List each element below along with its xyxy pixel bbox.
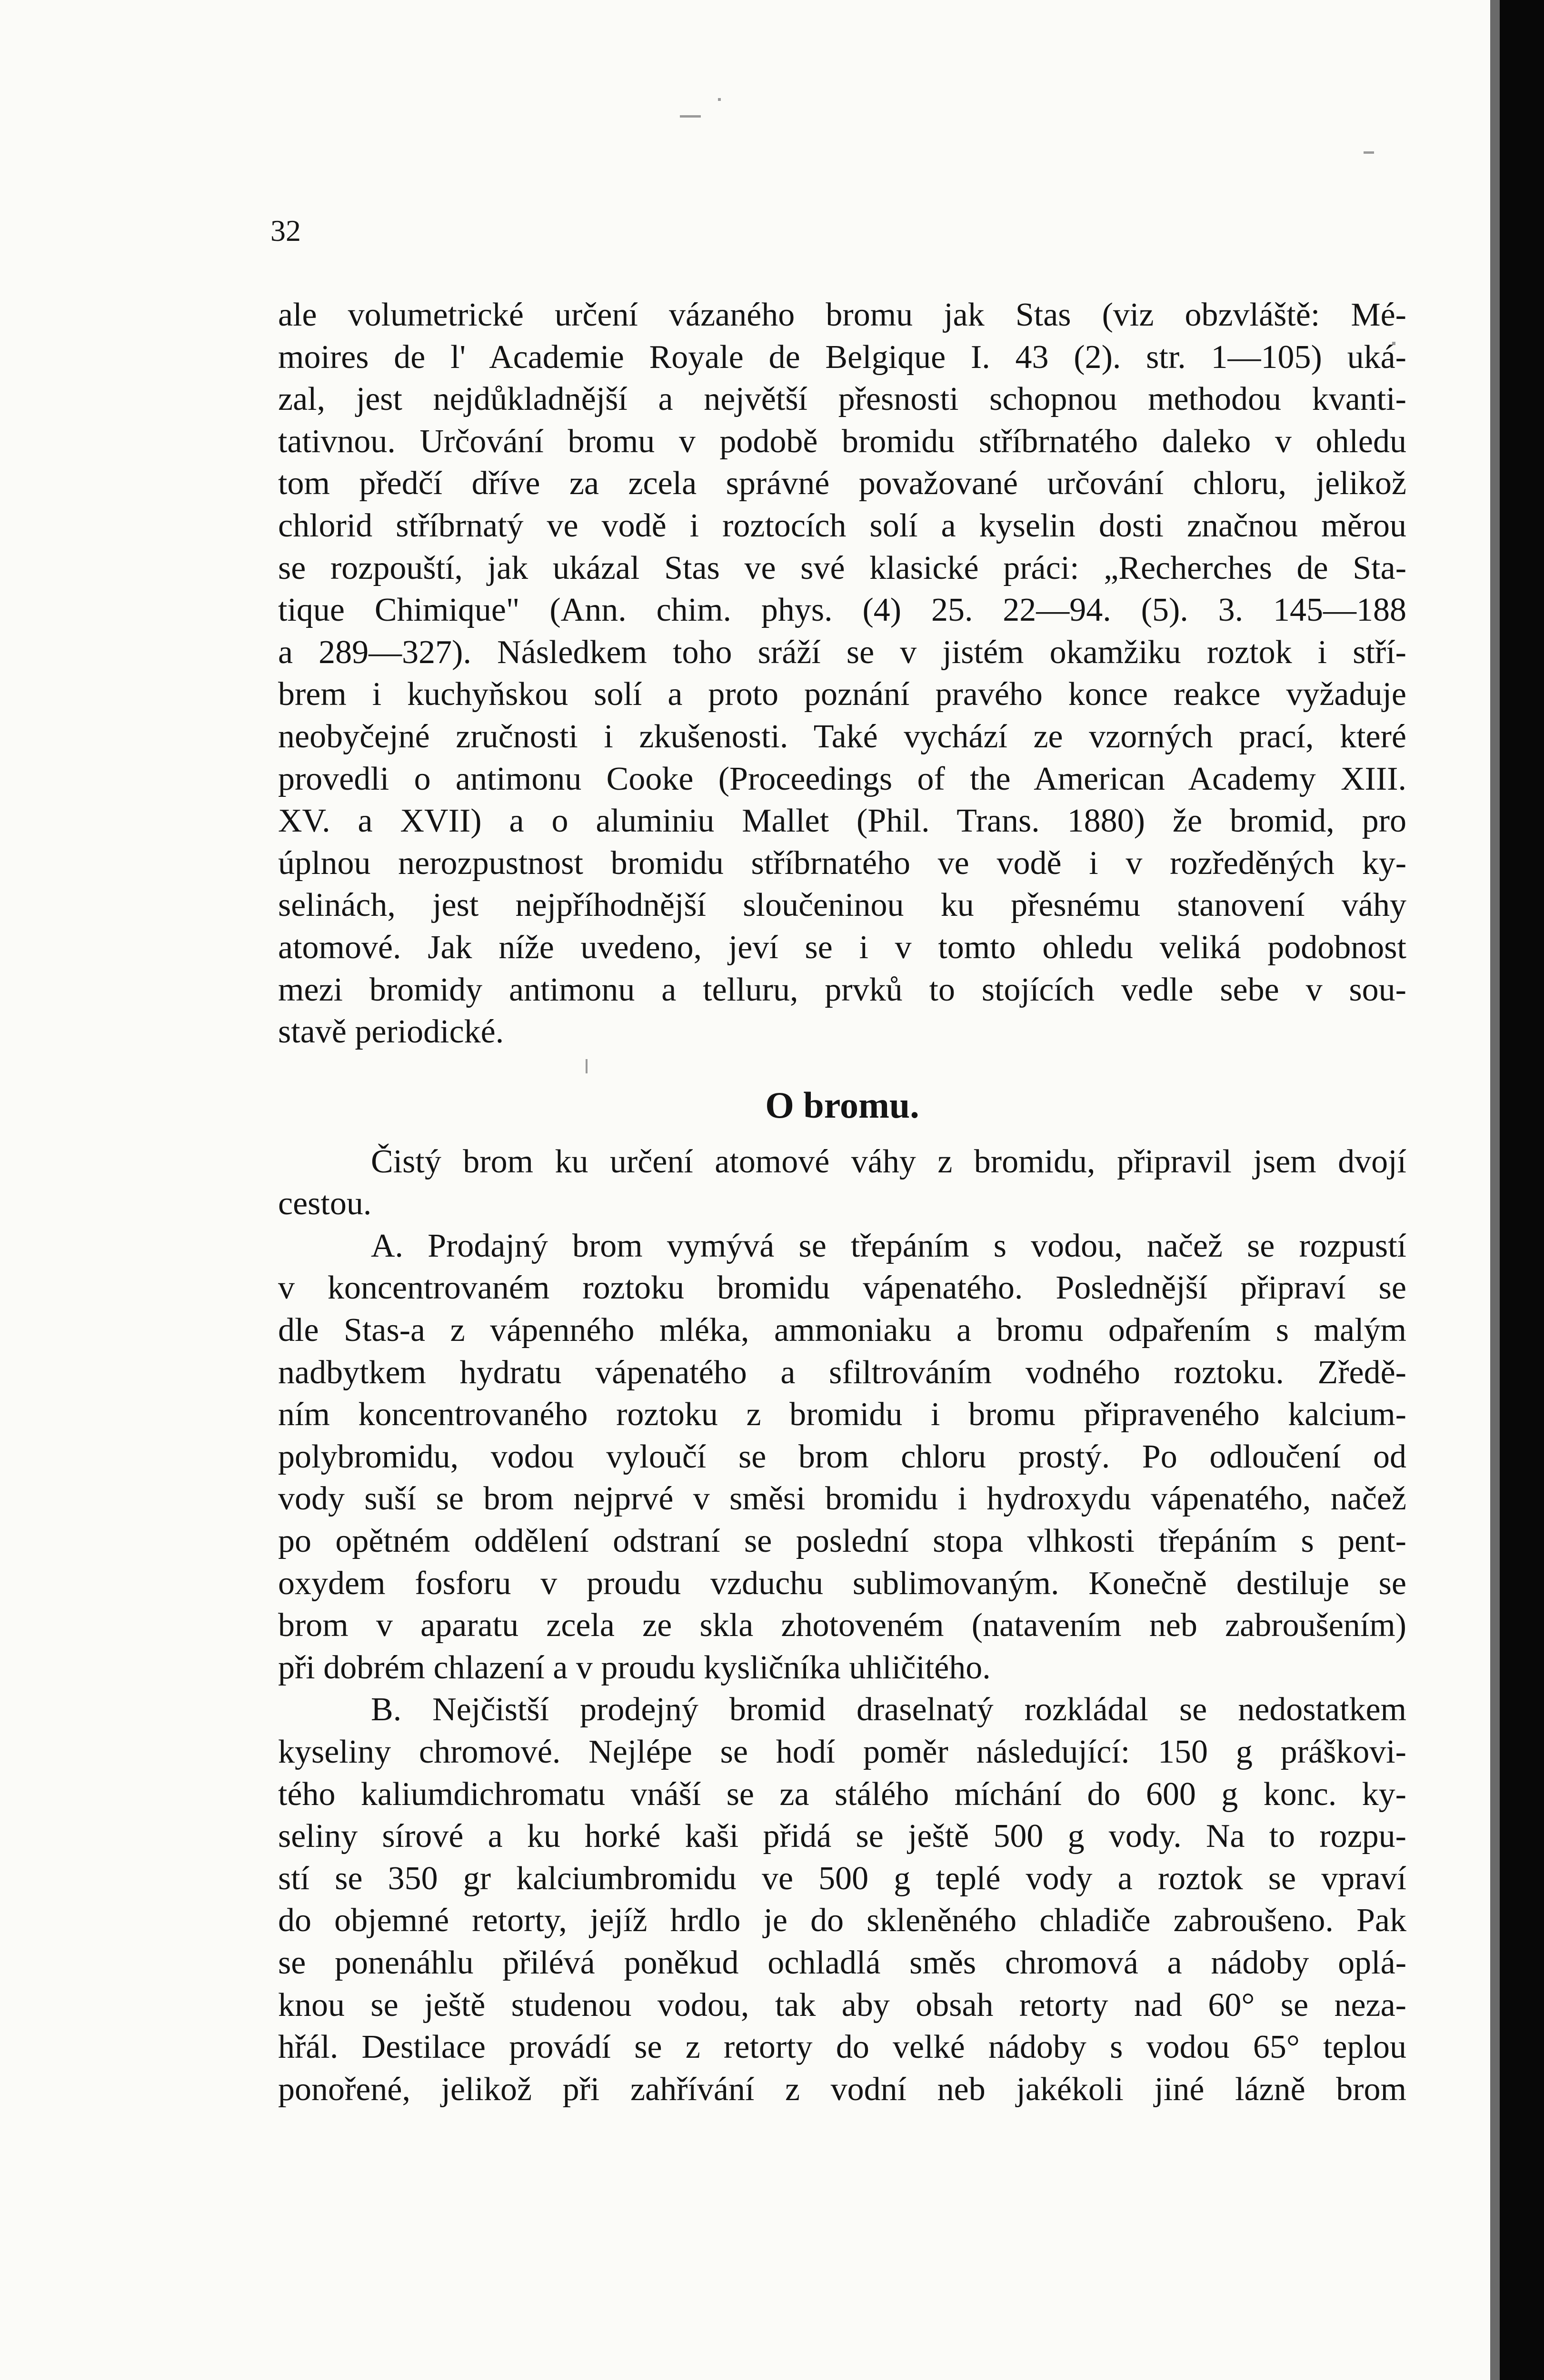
- text-line: chlorid stříbrnatý ve vodě i roztocích solí a kyselin dosti značnou měrou: [278, 507, 1406, 544]
- scan-speck: [1364, 151, 1374, 154]
- text-line: Čistý brom ku určení atomové váhy z bromidu, připravil jsem dvojí: [371, 1143, 1406, 1180]
- paragraph-method-b: [278, 1689, 1406, 2111]
- text-line: A. Prodajný brom vymývá se třepáním s vodou, načež se rozpustí: [371, 1227, 1406, 1264]
- text-line: zal, jest nejdůkladnější a největší přesnosti schopnou methodou kvanti-: [278, 381, 1406, 418]
- text-line: kyseliny chromové. Nejlépe se hodí poměr následující: 150 g práškovi-: [278, 1734, 1406, 1770]
- text-line: provedli o antimonu Cooke (Proceedings of the American Academy XIII.: [278, 760, 1406, 797]
- text-line: selinách, jest nejpříhodnější sloučeninou ku přesnému stanovení váhy: [278, 887, 1406, 924]
- text-line: knou se ještě studenou vodou, tak aby obsah retorty nad 60° se neza-: [278, 1986, 1406, 2023]
- text-line: se rozpouští, jak ukázal Stas ve své klasické práci: „Recherches de Sta-: [278, 549, 1406, 586]
- text-line: tom předčí dříve za zcela správné považované určování chloru, jelikož: [278, 465, 1406, 502]
- text-line: dle Stas-a z vápenného mléka, ammoniaku a bromu odpařením s malým: [278, 1312, 1406, 1349]
- page-body: [278, 294, 1406, 2111]
- text-line: oxydem fosforu v proudu vzduchu sublimovaným. Konečně destiluje se: [278, 1565, 1406, 1602]
- text-line: XV. a XVII) a o aluminiu Mallet (Phil. Trans. 1880) že bromid, pro: [278, 803, 1406, 840]
- text-line: úplnou nerozpustnost bromidu stříbrnatého ve vodě i v rozředěných ky-: [278, 844, 1406, 882]
- paragraph-measurement: [278, 294, 1406, 1053]
- text-line: v koncentrovaném roztoku bromidu vápenatého. Poslednější připraví se: [278, 1269, 1406, 1307]
- text-line: vody suší se brom nejprvé v směsi bromidu i hydroxydu vápenatého, načež: [278, 1480, 1406, 1517]
- text-line: hřál. Destilace provádí se z retorty do velké nádoby s vodou 65° teplou: [278, 2029, 1406, 2066]
- text-line: při dobrém chlazení a v proudu kysličníka uhličitého.: [278, 1649, 991, 1686]
- text-line: seliny sírové a ku horké kaši přidá se ještě 500 g vody. Na to rozpu-: [278, 1818, 1406, 1855]
- section-heading: O bromu.: [765, 1084, 919, 1126]
- text-line: ale volumetrické určení vázaného bromu jak Stas (viz obzvláště: Mé-: [278, 297, 1406, 333]
- text-line: se ponenáhlu přilévá poněkud ochladlá směs chromová a nádoby oplá-: [278, 1944, 1406, 1981]
- text-line: ponořené, jelikož při zahřívání z vodní neb jakékoli jiné lázně brom: [278, 2071, 1406, 2108]
- text-line: mezi bromidy antimonu a telluru, prvků to stojících vedle sebe v sou-: [278, 971, 1406, 1008]
- scan-speck: [718, 98, 721, 101]
- text-line: tého kaliumdichromatu vnáší se za stálého míchání do 600 g konc. ky-: [278, 1775, 1406, 1813]
- text-line: stavě periodické.: [278, 1013, 504, 1051]
- scan-speck: [680, 115, 701, 118]
- text-line: po opětném oddělení odstraní se poslední stopa vlhkosti třepáním s pent-: [278, 1523, 1406, 1560]
- page-number: 32: [270, 214, 301, 248]
- text-line: brom v aparatu zcela ze skla zhotoveném (natavením neb zabroušením): [278, 1607, 1406, 1644]
- paragraph-intro: [278, 1141, 1406, 1225]
- text-line: stí se 350 gr kalciumbromidu ve 500 g teplé vody a roztok se vpraví: [278, 1860, 1406, 1897]
- text-line: tativnou. Určování bromu v podobě bromidu stříbrnatého daleko v ohledu: [278, 423, 1406, 460]
- text-line: atomové. Jak níže uvedeno, jeví se i v tomto ohledu veliká podobnost: [278, 929, 1406, 966]
- text-line: neobyčejné zručnosti i zkušenosti. Také vychází ze vzorných prací, které: [278, 718, 1406, 755]
- text-line: tique Chimique" (Ann. chim. phys. (4) 25. 22—94. (5). 3. 145—188: [278, 592, 1406, 629]
- text-line: do objemné retorty, jejíž hrdlo je do skleněného chladiče zabroušeno. Pak: [278, 1902, 1406, 1939]
- text-line: ním koncentrovaného roztoku z bromidu i bromu připraveného kalcium-: [278, 1396, 1406, 1433]
- text-line: nadbytkem hydratu vápenatého a sfiltrováním vodného roztoku. Zředě-: [278, 1354, 1406, 1391]
- scan-border: [1500, 0, 1544, 2380]
- page-edge-shadow: [1490, 0, 1500, 2380]
- text-line: moires de l' Academie Royale de Belgique I. 43 (2). str. 1—105) uká-: [278, 338, 1406, 376]
- text-line: cestou.: [278, 1185, 372, 1222]
- paragraph-method-a: [278, 1225, 1406, 1689]
- text-line: a 289—327). Následkem toho sráží se v jistém okamžiku roztok i stří-: [278, 634, 1406, 671]
- text-line: polybromidu, vodou vyloučí se brom chloru prostý. Po odloučení od: [278, 1438, 1406, 1475]
- text-line: brem i kuchyňskou solí a proto poznání pravého konce reakce vyžaduje: [278, 676, 1406, 713]
- text-line: B. Nejčistší prodejný bromid draselnatý rozkládal se nedostatkem: [371, 1691, 1406, 1728]
